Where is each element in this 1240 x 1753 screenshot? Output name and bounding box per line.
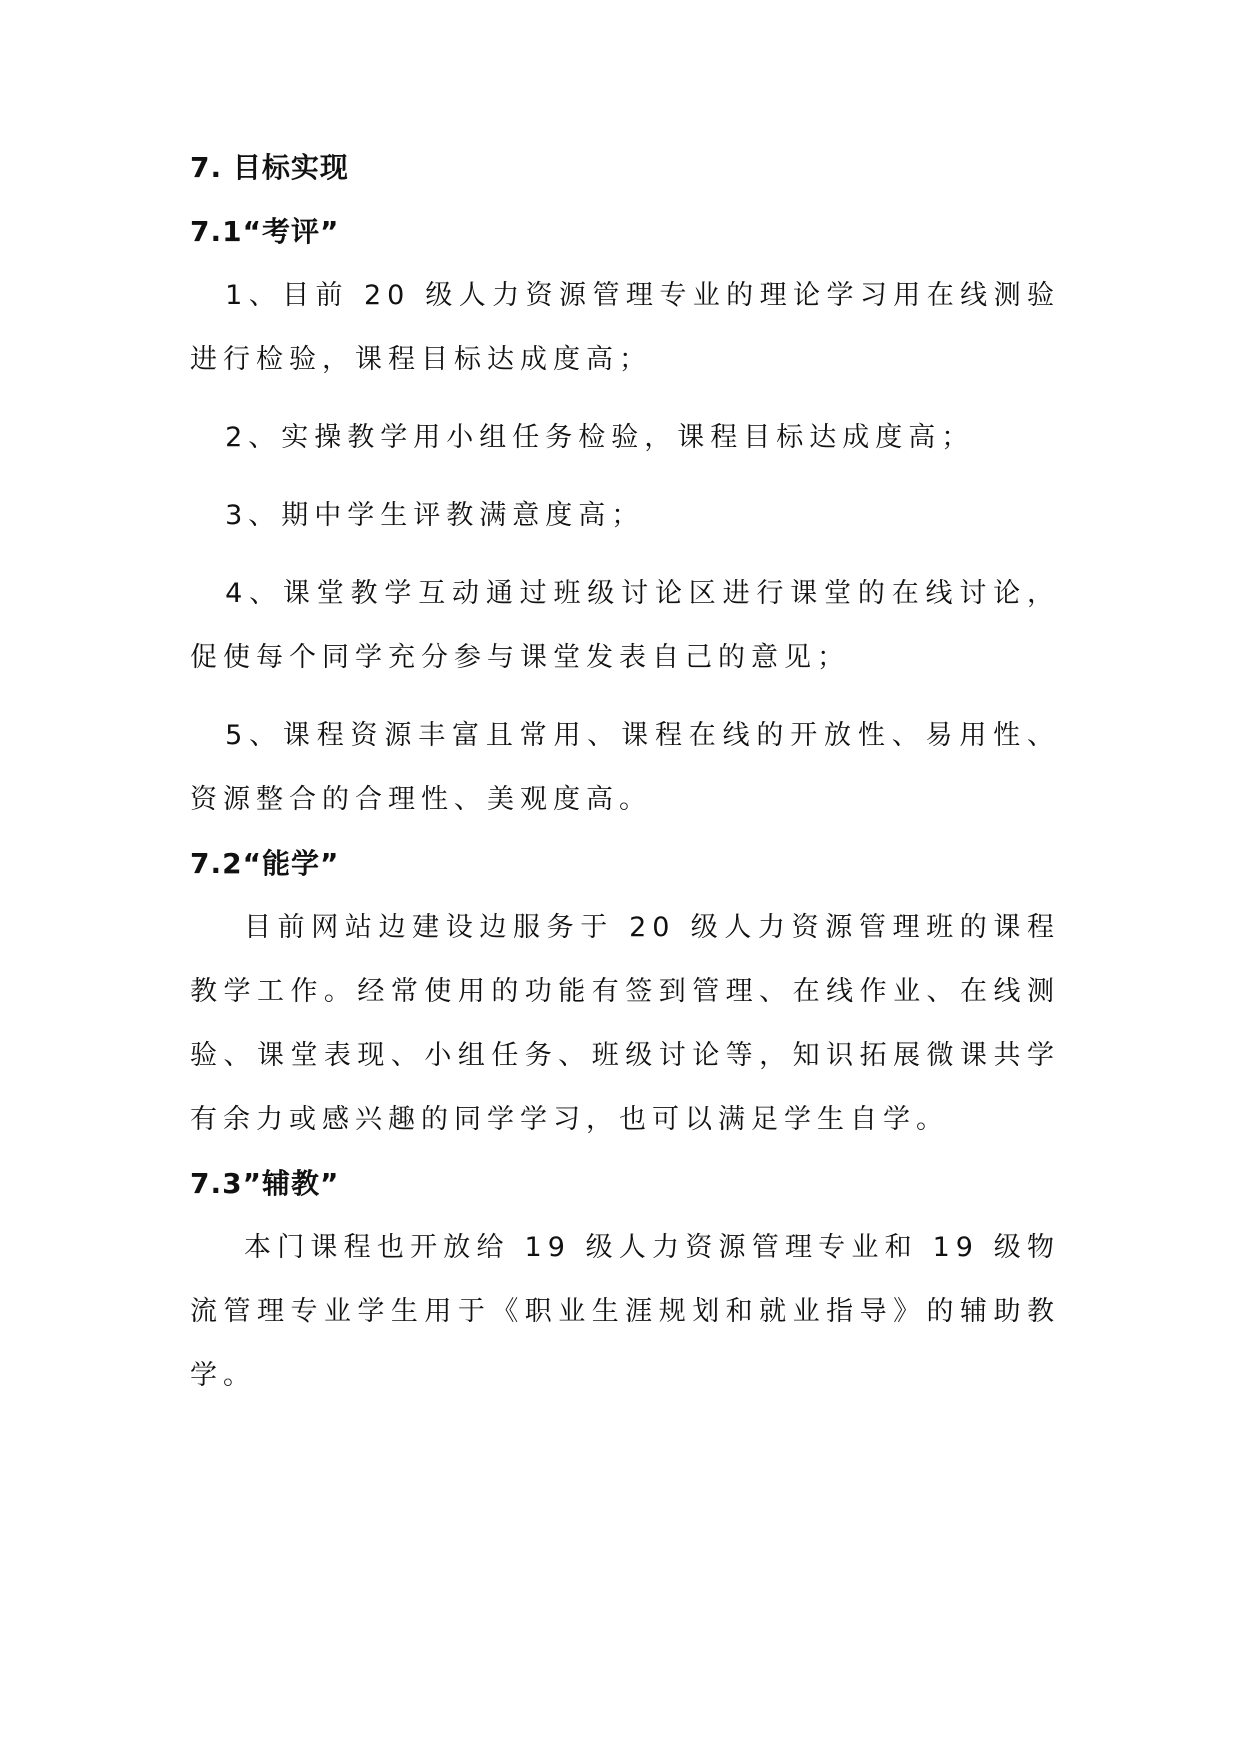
kaoping-item-4: 4、课堂教学互动通过班级讨论区进行课堂的在线讨论，促使每个同学充分参与课堂发表自己的意见； (190, 578, 1060, 673)
kaoping-item-1: 1、目前 20 级人力资源管理专业的理论学习用在线测验进行检验，课程目标达成度高； (190, 280, 1060, 375)
subsection-title-kaoping: 7.1“考评” (190, 215, 340, 248)
kaoping-item-5: 5、课程资源丰富且常用、课程在线的开放性、易用性、资源整合的合理性、美观度高。 (190, 720, 1060, 815)
subsection-title-fujiao: 7.3”辅教” (190, 1167, 340, 1200)
section-title: 7. 目标实现 (190, 151, 349, 184)
kaoping-item-3: 3、期中学生评教满意度高； (225, 500, 645, 531)
fujiao-paragraph: 本门课程也开放给 19 级人力资源管理专业和 19 级物流管理专业学生用于《职业生涯规划和就业指导》的辅助教学。 (190, 1232, 1060, 1391)
kaoping-item-2: 2、实操教学用小组任务检验，课程目标达成度高； (225, 422, 975, 453)
subsection-title-nengxue: 7.2“能学” (190, 847, 340, 880)
document-body (190, 150, 1060, 1422)
nengxue-paragraph: 目前网站边建设边服务于 20 级人力资源管理班的课程教学工作。经常使用的功能有签到管理、在线作业、在线测验、课堂表现、小组任务、班级讨论等，知识拓展微课共学有余力或感兴趣的同学学习，也可以满足学生自学。 (190, 912, 1060, 1135)
